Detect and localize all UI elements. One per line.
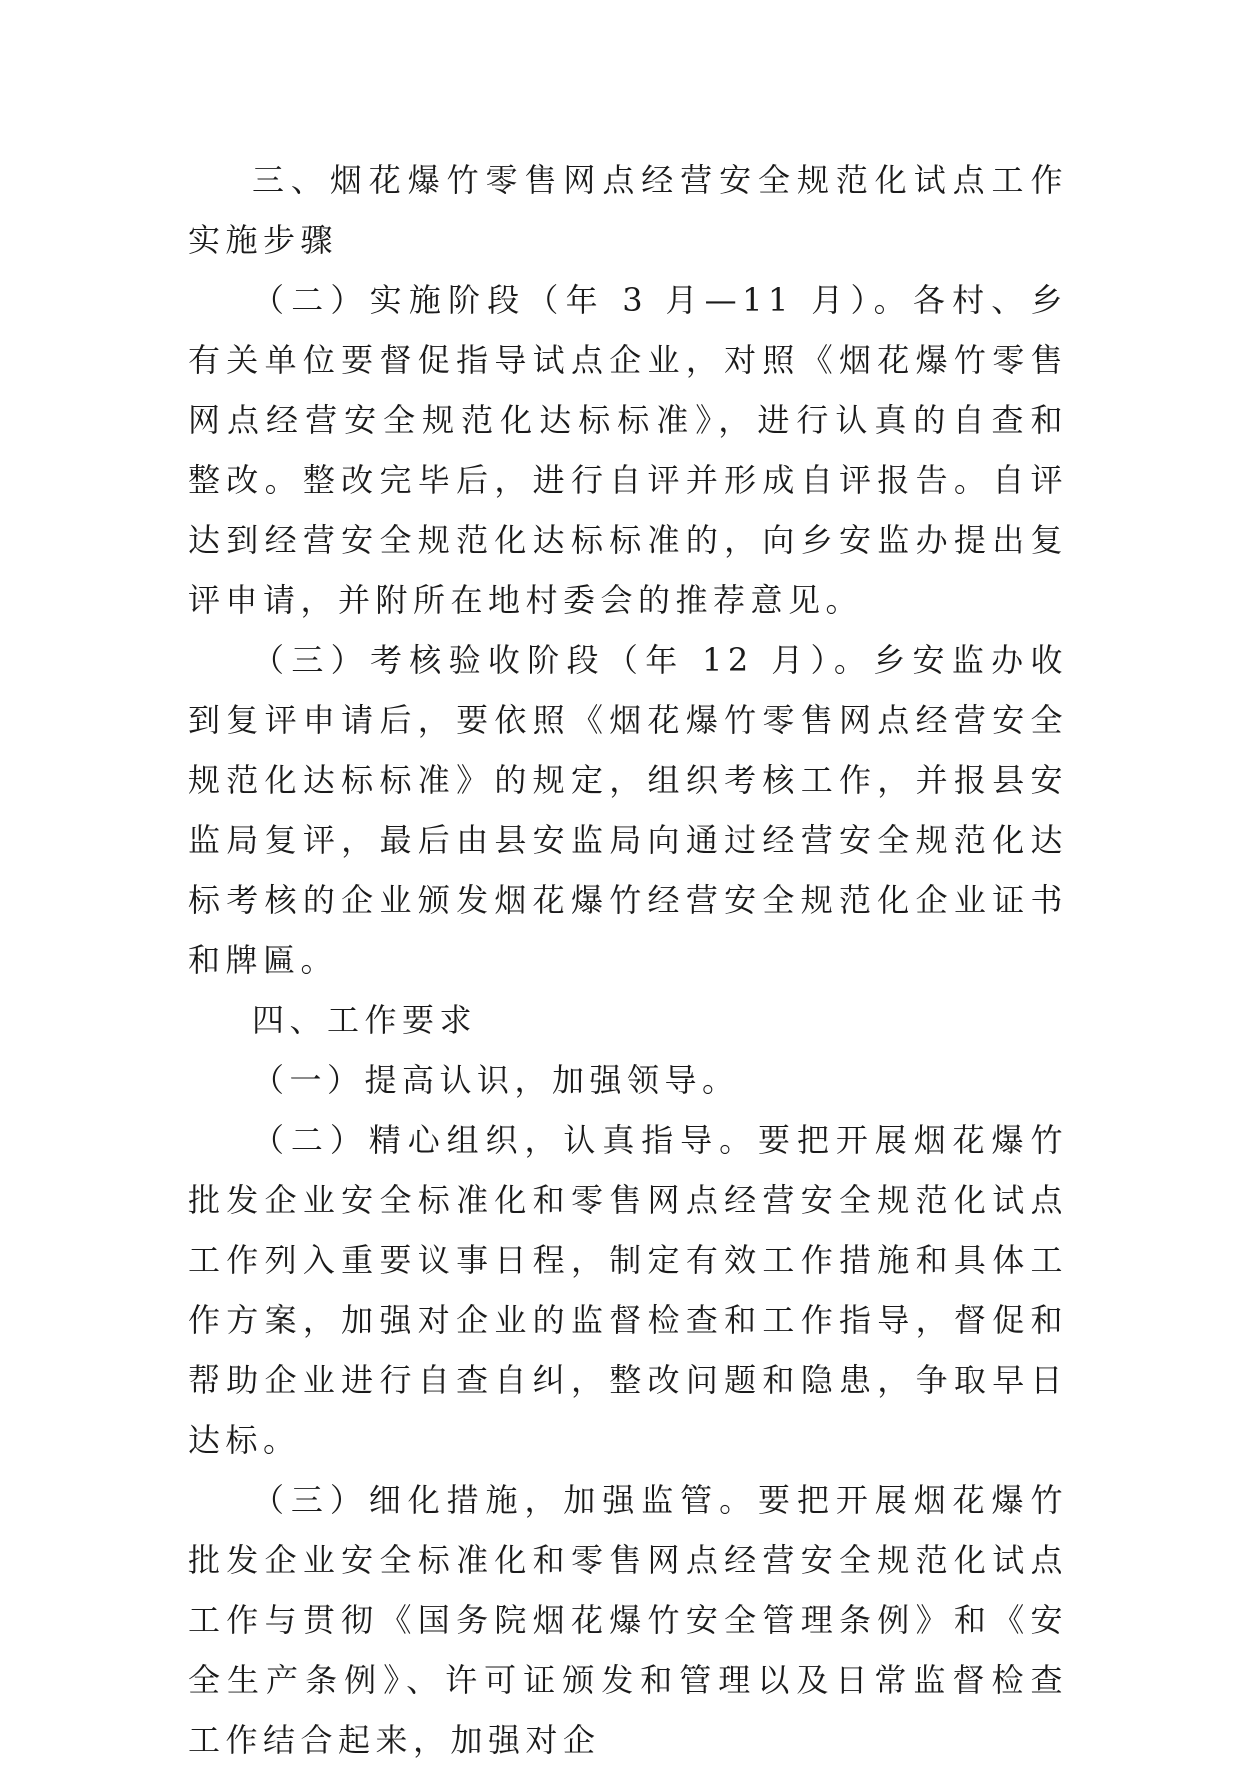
- paragraph-requirement-three: （三）细化措施，加强监管。要把开展烟花爆竹批发企业安全标准化和零售网点经营安全规范化试点工作与贯彻《国务院烟花爆竹安全管理条例》和《安全生产条例》、许可证颁发和管理以及日常监督检查工作结合起来，加强对企: [188, 1481, 1068, 1759]
- document-body: [188, 150, 1068, 1770]
- paragraph-implementation-stage: （二）实施阶段（年 3 月—11 月）。各村、乡有关单位要督促指导试点企业，对照《烟花爆竹零售网点经营安全规范化达标标准》，进行认真的自查和整改。整改完毕后，进行自评并形成自评报告。自评达到经营安全规范化达标标准的，向乡安监办提出复评申请，并附所在地村委会的推荐意见。: [188, 281, 1068, 619]
- paragraph-requirement-two: （二）精心组织，认真指导。要把开展烟花爆竹批发企业安全标准化和零售网点经营安全规范化试点工作列入重要议事日程，制定有效工作措施和具体工作方案，加强对企业的监督检查和工作指导，督促和帮助企业进行自查自纠，整改问题和隐患，争取早日达标。: [188, 1121, 1068, 1459]
- paragraph-requirement-one: （一）提高认识，加强领导。: [252, 1061, 740, 1099]
- paragraph-acceptance-stage: （三）考核验收阶段（年 12 月）。乡安监办收到复评申请后，要依照《烟花爆竹零售网点经营安全规范化达标标准》的规定，组织考核工作，并报县安监局复评，最后由县安监局向通过经营安全规范化达标考核的企业颁发烟花爆竹经营安全规范化企业证书和牌匾。: [188, 641, 1068, 979]
- section-heading-four: 四、工作要求: [252, 1001, 478, 1039]
- section-heading-three: 三、烟花爆竹零售网点经营安全规范化试点工作实施步骤: [188, 161, 1068, 259]
